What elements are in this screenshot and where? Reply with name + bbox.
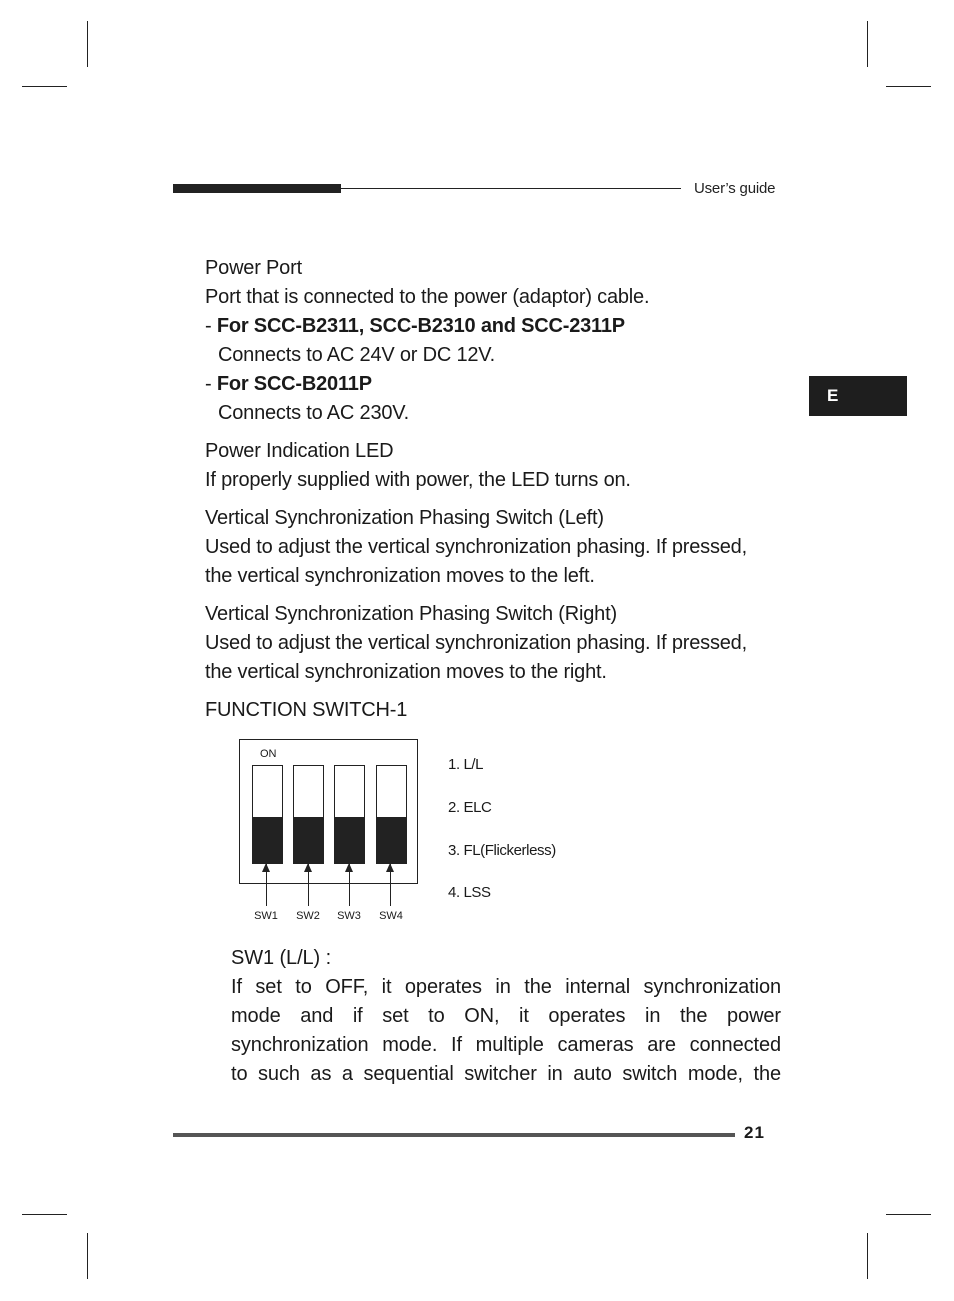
sw1-title: SW1 (L/L) : (231, 947, 332, 969)
arrow-up-icon (349, 864, 350, 906)
arrow-up-icon (390, 864, 391, 906)
vsync-right-title: Vertical Synchronization Phasing Switch (Right) (205, 603, 617, 625)
on-label: ON (260, 748, 277, 760)
crop-mark (87, 1233, 88, 1279)
legend-item-ll: 1. L/L (448, 756, 484, 773)
model-name-2: For SCC-B2011P (216, 373, 372, 395)
header-rule (341, 188, 681, 189)
crop-mark (87, 21, 88, 67)
main-content (205, 254, 781, 725)
power-led-desc: If properly supplied with power, the LED turns on. (205, 469, 631, 491)
power-port-desc: Port that is connected to the power (adaptor) cable. (205, 286, 650, 308)
model-name-1: For SCC-B2311, SCC-B2310 and SCC-2311P (216, 315, 625, 337)
dip-switch-4 (376, 765, 407, 864)
dip-switch-diagram (238, 738, 558, 930)
arrow-up-icon (266, 864, 267, 906)
model-line-1 (205, 312, 781, 341)
sw1-line-1: If set to OFF, it operates in the internal synchronization (231, 976, 781, 998)
dash: - (205, 373, 217, 395)
switch-knob (253, 817, 282, 863)
switch-knob (335, 817, 364, 863)
model-line-2 (205, 370, 781, 399)
language-tab: E (809, 376, 907, 416)
arrow-up-icon (308, 864, 309, 906)
dip-switch-1 (252, 765, 283, 864)
vsync-right-desc-2: the vertical synchronization moves to the right. (205, 661, 607, 683)
vsync-right-desc-1: Used to adjust the vertical synchronization phasing. If pressed, (205, 632, 747, 654)
switch-label-sw1: SW1 (254, 910, 278, 922)
function-switch-title: FUNCTION SWITCH-1 (205, 699, 408, 721)
switch-label-sw4: SW4 (379, 910, 403, 922)
crop-mark (886, 86, 931, 87)
crop-mark (22, 1214, 67, 1215)
header-bar (173, 184, 341, 193)
header-label: User’s guide (694, 180, 776, 197)
crop-mark (867, 1233, 868, 1279)
power-port-title: Power Port (205, 257, 302, 279)
footer-rule (173, 1133, 735, 1137)
switch-knob (294, 817, 323, 863)
switch-knob (377, 817, 406, 863)
sw1-line-2: mode and if set to ON, it operates in the power (231, 1005, 781, 1027)
legend-item-elc: 2. ELC (448, 799, 492, 816)
switch-label-sw2: SW2 (296, 910, 320, 922)
power-led-title: Power Indication LED (205, 440, 394, 462)
sw1-line-3: synchronization mode. If multiple cameras are connected (231, 1034, 781, 1056)
switch-label-sw3: SW3 (337, 910, 361, 922)
sw1-line-4: to such as a sequential switcher in auto switch mode, the (231, 1063, 781, 1085)
sw1-section (231, 944, 781, 1089)
page-number: 21 (744, 1123, 765, 1142)
legend-item-lss: 4. LSS (448, 884, 491, 901)
model-desc-1: Connects to AC 24V or DC 12V. (218, 344, 495, 366)
vsync-left-desc-2: the vertical synchronization moves to the left. (205, 565, 595, 587)
legend-item-fl: 3. FL(Flickerless) (448, 842, 556, 859)
crop-mark (22, 86, 67, 87)
vsync-left-title: Vertical Synchronization Phasing Switch (Left) (205, 507, 604, 529)
model-desc-2: Connects to AC 230V. (218, 402, 409, 424)
vsync-left-desc-1: Used to adjust the vertical synchronization phasing. If pressed, (205, 536, 747, 558)
dash: - (205, 315, 217, 337)
crop-mark (886, 1214, 931, 1215)
dip-switch-3 (334, 765, 365, 864)
crop-mark (867, 21, 868, 67)
dip-switch-2 (293, 765, 324, 864)
